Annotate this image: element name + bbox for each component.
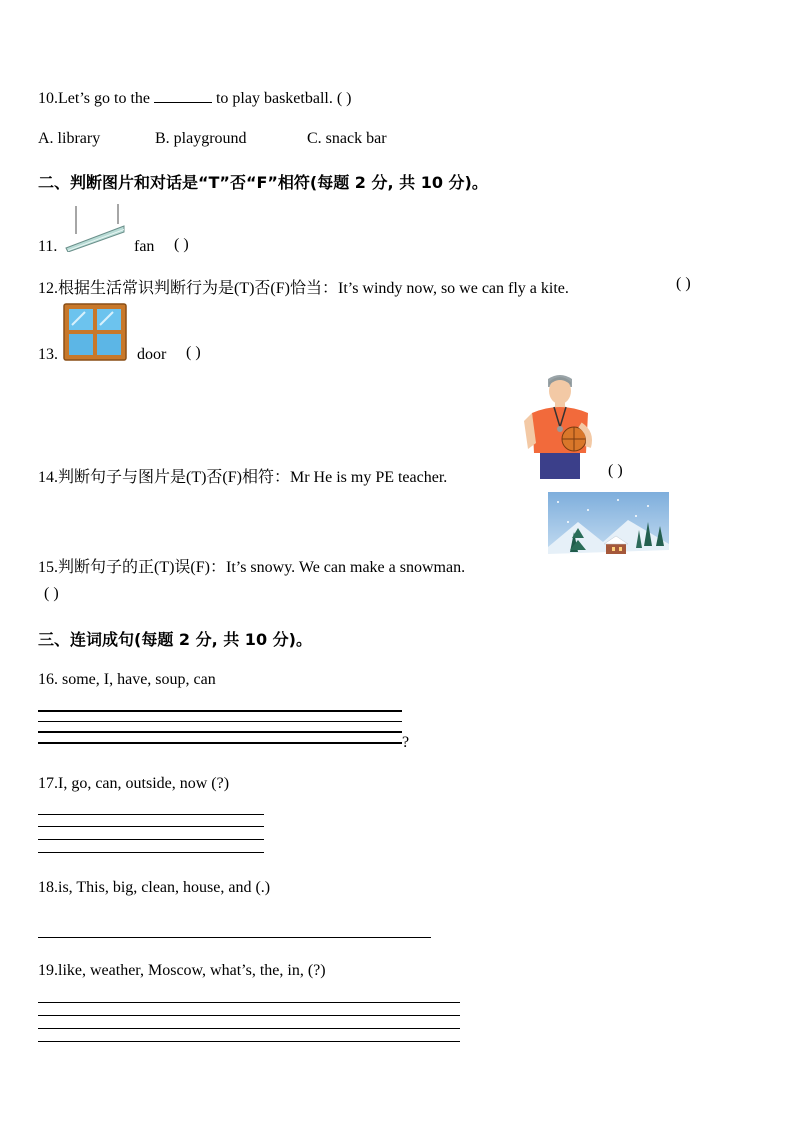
question-19: 19.like, weather, Moscow, what’s, the, in, (?) [38,962,326,979]
question-15: 15.判断句子的正(T)误(F)：It’s snowy. We can make a snowman. [38,559,466,576]
question-18: 18.is, This, big, clean, house, and (.) [38,879,271,896]
section-3-heading: 三、连词成句(每题 2 分, 共 10 分)。 [38,630,312,649]
question-10 [38,88,352,108]
writing-line[interactable] [38,839,264,840]
writing-line[interactable] [38,742,402,744]
writing-line[interactable] [38,1041,460,1042]
pe-teacher-image [522,373,598,479]
question-11-number: 11. [38,238,58,255]
option-b: B. playground [155,130,247,147]
snow-scene-image [548,492,669,569]
answer-blank[interactable] [154,88,212,103]
question-11-word: fan [134,238,155,255]
question-14: 14.判断句子与图片是(T)否(F)相符：Mr He is my PE teacher. [38,469,448,486]
writing-line[interactable] [38,1015,460,1016]
answer-paren-11[interactable]: ( ) [174,236,189,253]
writing-line[interactable] [38,826,264,827]
window-icon [63,303,127,361]
question-10-prefix: 10.Let’s go to the [38,90,150,107]
writing-line[interactable] [38,1002,460,1003]
option-a: A. library [38,130,101,147]
question-16-end-mark: ? [402,734,410,751]
fluorescent-lamp-icon [64,204,126,252]
writing-line[interactable] [38,937,431,938]
option-c: C. snack bar [307,130,387,147]
question-13-number: 13. [38,346,58,363]
window-image [63,303,127,361]
snowy-landscape-icon [548,492,669,569]
question-10-suffix: to play basketball. ( ) [215,90,352,107]
writing-line[interactable] [38,721,402,722]
ceiling-light-image [64,204,126,252]
section-2-heading: 二、判断图片和对话是“T”否“F”相符(每题 2 分, 共 10 分)。 [38,173,488,192]
question-17: 17.I, go, can, outside, now (?) [38,775,230,792]
question-13-word: door [137,346,167,363]
writing-line[interactable] [38,710,402,712]
answer-paren-15[interactable]: ( ) [44,585,59,602]
answer-paren-12[interactable]: ( ) [676,275,691,292]
writing-line[interactable] [38,852,264,853]
writing-line[interactable] [38,814,264,815]
question-16: 16. some, I, have, soup, can [38,671,216,688]
answer-paren-13[interactable]: ( ) [186,344,201,361]
writing-line[interactable] [38,1028,460,1029]
writing-line[interactable] [38,731,402,733]
answer-paren-14[interactable]: ( ) [608,462,623,479]
pe-teacher-icon [522,373,598,479]
question-12: 12.根据生活常识判断行为是(T)否(F)恰当：It’s windy now, so we can fly a kite. [38,280,569,297]
